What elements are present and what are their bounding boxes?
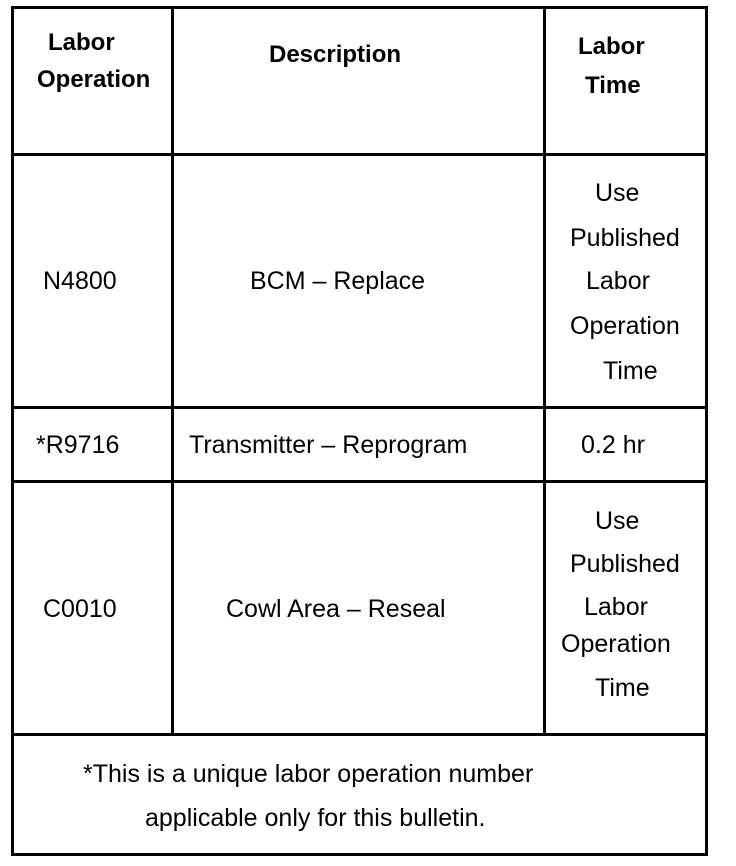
row-3-code: C0010 <box>43 595 117 623</box>
column-divider-2 <box>543 6 546 736</box>
header-labor-operation-line-1: Labor <box>48 29 115 56</box>
row-2-code: *R9716 <box>36 431 120 459</box>
row-1-time-line-3: Labor <box>586 267 650 295</box>
row-2-description: Transmitter – Reprogram <box>189 431 468 459</box>
row-3-time-line-2: Published <box>570 550 680 578</box>
table-left-border <box>11 6 14 856</box>
row-3-time-line-4: Operation <box>561 630 671 658</box>
row-1-time-line-2: Published <box>570 224 680 252</box>
row-3-bottom-border <box>11 733 708 736</box>
footnote-line-2: applicable only for this bulletin. <box>145 804 486 832</box>
row-2-time: 0.2 hr <box>581 431 645 459</box>
table-top-border <box>11 6 708 9</box>
header-labor-time-line-2: Time <box>585 72 641 99</box>
header-description: Description <box>269 41 402 68</box>
row-1-bottom-border <box>11 406 708 409</box>
row-1-description: BCM – Replace <box>250 267 426 295</box>
header-labor-operation-line-2: Operation <box>37 66 151 93</box>
row-2-bottom-border <box>11 480 708 483</box>
table-right-border <box>705 6 708 856</box>
column-divider-1 <box>171 6 174 736</box>
row-3-time-line-5: Time <box>595 674 650 702</box>
row-1-time-line-5: Time <box>603 357 658 385</box>
row-3-time-line-3: Labor <box>584 593 648 621</box>
row-1-time-line-1: Use <box>595 179 640 207</box>
row-1-code: N4800 <box>43 267 117 295</box>
header-labor-time-line-1: Labor <box>578 33 645 60</box>
row-1-time-line-4: Operation <box>570 312 680 340</box>
table-bottom-border <box>11 853 708 856</box>
header-bottom-border <box>11 153 708 156</box>
row-3-description: Cowl Area – Reseal <box>226 595 446 623</box>
row-3-time-line-1: Use <box>595 507 640 535</box>
footnote-line-1: *This is a unique labor operation number <box>83 760 534 788</box>
